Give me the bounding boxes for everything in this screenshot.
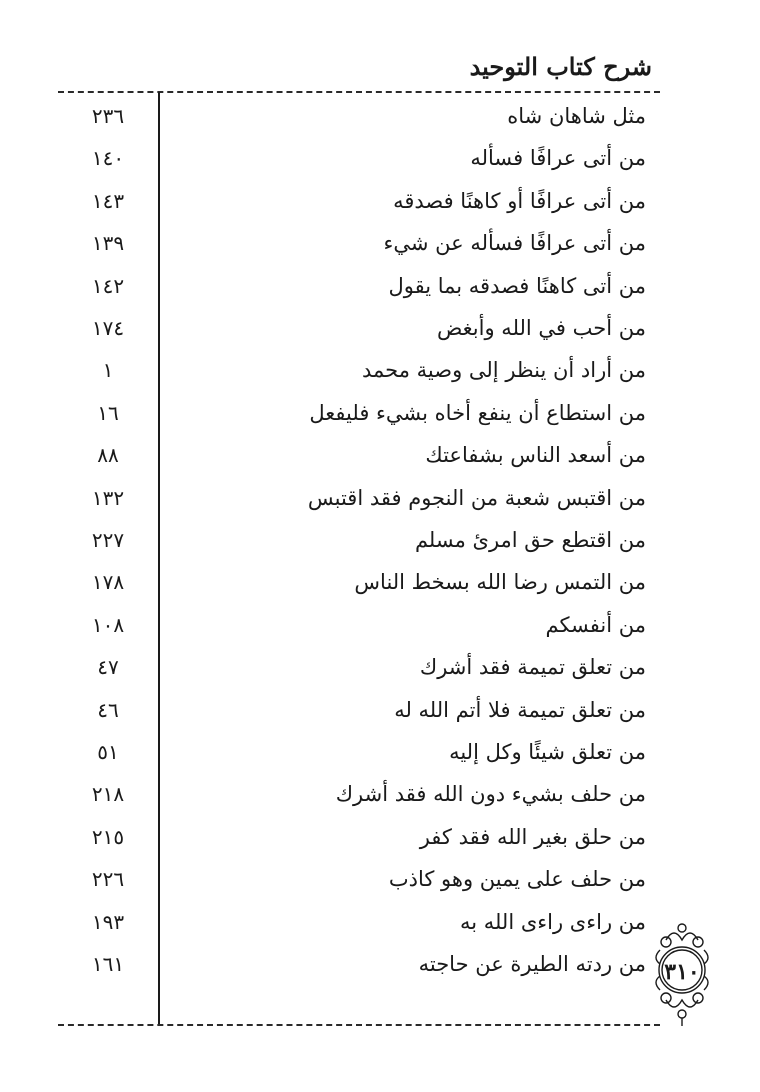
- index-entry-text: مثل شاهان شاه: [507, 104, 646, 128]
- index-row: [0, 649, 760, 689]
- index-row: [0, 395, 760, 435]
- index-entry-page: ٥١: [97, 740, 119, 764]
- index-row: [0, 352, 760, 392]
- index-row: [0, 734, 760, 774]
- index-entry-text: من أتى عرافًا فسأله عن شيء: [383, 231, 646, 256]
- index-entry-page: ٢١٥: [91, 824, 125, 849]
- index-row: [0, 692, 760, 732]
- index-row: [0, 140, 760, 180]
- index-row: [0, 904, 760, 944]
- page-number: ٣١٠: [664, 959, 700, 985]
- index-entry-page: ١٧٨: [91, 570, 125, 595]
- index-entry-page: ١٤٠: [91, 146, 125, 171]
- index-entry-text: من ردته الطيرة عن حاجته: [418, 952, 646, 976]
- index-entry-page: ١: [102, 358, 114, 383]
- index-entry-text: من أتى عرافًا أو كاهنًا فصدقه: [393, 188, 646, 213]
- index-row: [0, 268, 760, 308]
- footer-rule: [58, 1024, 660, 1026]
- index-row: [0, 776, 760, 816]
- index-entry-text: من اقتطع حق امرئ مسلم: [414, 528, 646, 552]
- index-row: [0, 564, 760, 604]
- index-entry-page: ٨٨: [97, 443, 119, 468]
- index-entry-page: ١٧٤: [91, 316, 125, 340]
- index-row: [0, 607, 760, 647]
- index-entry-text: من اقتبس شعبة من النجوم فقد اقتبس: [307, 485, 646, 510]
- index-entry-text: من حلف على يمين وهو كاذب: [388, 867, 646, 892]
- index-entry-text: من أراد أن ينظر إلى وصية محمد: [362, 358, 646, 383]
- index-entry-text: من استطاع أن ينفع أخاه بشيء فليفعل: [309, 400, 646, 425]
- index-entry-text: من تعلق تميمة فلا أتم الله له: [394, 697, 646, 722]
- index-entry-page: ١٦١: [91, 952, 125, 976]
- index-row: [0, 522, 760, 562]
- index-row: [0, 480, 760, 520]
- header-rule: [58, 91, 660, 93]
- index-entry-page: ٤٦: [97, 697, 119, 722]
- index-entry-text: من أتى عرافًا فسأله: [470, 146, 646, 171]
- index-entry-page: ١٣٢: [91, 485, 125, 510]
- index-entry-page: ١٤٣: [91, 188, 125, 213]
- index-entry-page: ٤٧: [97, 655, 119, 680]
- index-row: [0, 310, 760, 350]
- index-entry-text: من أتى كاهنًا فصدقه بما يقول: [388, 273, 646, 298]
- index-entry-text: من راءى راءى الله به: [459, 909, 646, 934]
- page-header-title: شرح كتاب التوحيد: [469, 52, 652, 81]
- index-entry-text: من أنفسكم: [545, 612, 646, 637]
- index-entry-page: ١٤٢: [91, 273, 125, 298]
- index-entry-text: من حلق بغير الله فقد كفر: [419, 824, 646, 849]
- index-row: [0, 225, 760, 265]
- index-entry-page: ٢٣٦: [91, 104, 125, 128]
- index-row: [0, 861, 760, 901]
- index-entry-text: من حلف بشيء دون الله فقد أشرك: [335, 782, 646, 807]
- index-entry-text: من أحب في الله وأبغض: [436, 316, 646, 340]
- index-entry-text: من تعلق شيئًا وكل إليه: [449, 740, 646, 764]
- index-entry-page: ١٩٣: [91, 909, 125, 934]
- index-entry-text: من التمس رضا الله بسخط الناس: [354, 570, 646, 595]
- index-entry-page: ٢١٨: [91, 782, 125, 807]
- index-entry-page: ٢٢٦: [91, 867, 125, 892]
- index-entry-text: من تعلق تميمة فقد أشرك: [419, 655, 646, 680]
- index-entry-text: من أسعد الناس بشفاعتك: [425, 443, 646, 468]
- index-row: [0, 946, 760, 986]
- index-entry-page: ١٦: [97, 400, 119, 425]
- index-row: [0, 437, 760, 477]
- index-row: [0, 98, 760, 138]
- index-row: [0, 819, 760, 859]
- index-entry-page: ١٠٨: [91, 612, 125, 637]
- index-entry-page: ٢٢٧: [91, 528, 125, 552]
- index-entry-page: ١٣٩: [91, 231, 125, 256]
- index-row: [0, 183, 760, 223]
